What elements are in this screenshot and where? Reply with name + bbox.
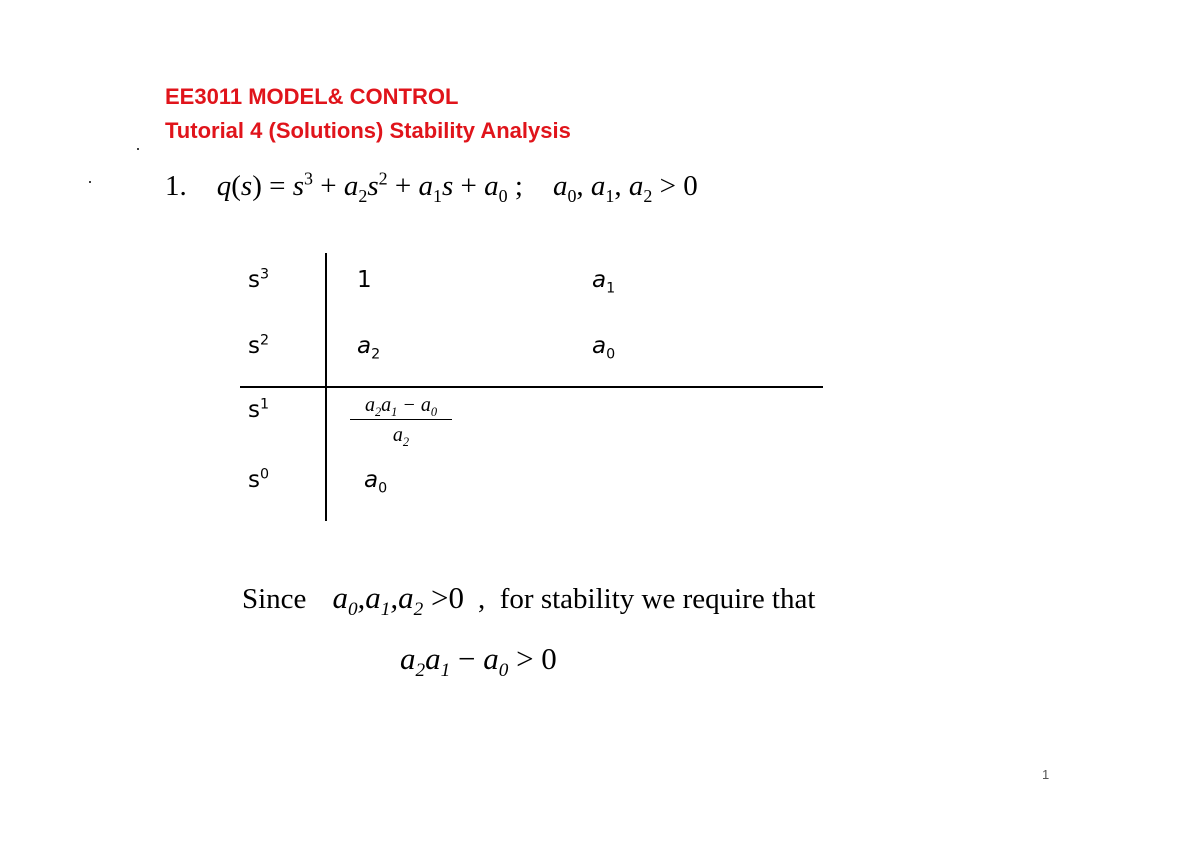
- routh-row-label-s2: $s^2$: [248, 332, 270, 359]
- routh-row-label-s1: $s^1$: [248, 396, 270, 423]
- routh-cell-r1c2: $a_1$: [592, 267, 616, 297]
- routh-cell-r1c1: 1: [357, 267, 372, 293]
- fraction-denominator: $a_2$: [392, 424, 410, 449]
- routh-table-horizontal-rule: [240, 386, 823, 388]
- stray-mark: [137, 148, 139, 150]
- routh-cell-r3c1-fraction: [350, 394, 452, 447]
- problem-number: 1.: [165, 170, 187, 202]
- stability-condition-text: for stability we require that: [499, 583, 816, 615]
- document-subtitle: Tutorial 4 (Solutions) Stability Analysis: [165, 118, 571, 143]
- fraction-numerator: $a_2a_1 - a_0$: [364, 394, 438, 419]
- stability-inequality: $a_2a_1 - a_0 > 0$: [400, 641, 557, 682]
- routh-row-label-s0: $s^0$: [248, 466, 270, 493]
- characteristic-polynomial: 1. $q(s) = s^3 + a_2s^2 + a_1s + a_0$ ; $a_0$, $a_1$, $a_2 > 0$: [165, 168, 698, 206]
- routh-row-label-s3: $s^3$: [248, 266, 270, 293]
- stray-mark: [89, 181, 91, 183]
- since-word: Since: [242, 583, 307, 615]
- stability-statement: Since $a_0,a_1,a_2 >0$ , for stability we require that: [242, 580, 816, 621]
- routh-cell-r2c2: $a_0$: [592, 333, 616, 363]
- document-title: EE3011 MODEL& CONTROL: [165, 84, 459, 109]
- routh-cell-r4c1: $a_0$: [364, 467, 388, 497]
- routh-cell-r2c1: $a_2$: [357, 333, 381, 363]
- page-number: 1: [1042, 767, 1050, 782]
